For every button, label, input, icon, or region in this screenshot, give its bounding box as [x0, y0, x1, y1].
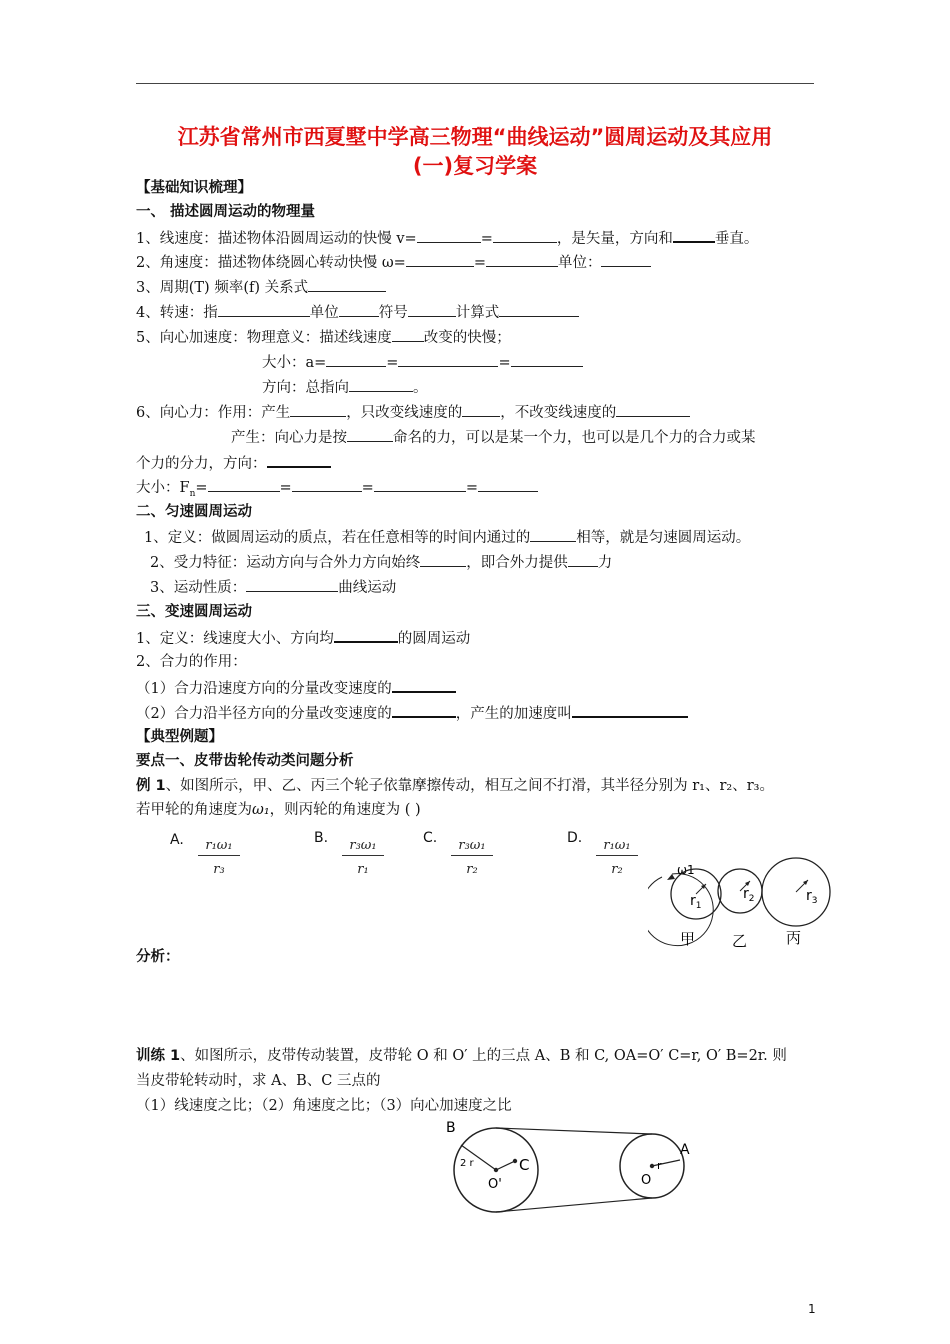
fig1-r3-label: $r_3$	[806, 888, 818, 906]
item5-text-b: 改变的快慢；	[423, 330, 511, 346]
belt-pulley-figure	[442, 1116, 698, 1214]
item3-text: 3、周期(T) 频率(f) 关系式	[136, 280, 309, 296]
label-o-prime: O'	[488, 1177, 502, 1192]
blank[interactable]	[392, 327, 424, 342]
blank[interactable]	[290, 402, 346, 417]
eq-sign: =	[361, 480, 374, 496]
blank[interactable]	[493, 228, 557, 243]
page-title: 江苏省常州市西夏墅中学高三物理“曲线运动”圆周运动及其应用	[177, 125, 773, 149]
blank[interactable]	[478, 477, 538, 492]
blank[interactable]	[486, 252, 558, 267]
item-period	[136, 277, 386, 298]
blank[interactable]	[292, 477, 362, 492]
item2-text-a: 2、角速度：描述物体绕圆心转动快慢 ω=	[136, 255, 406, 271]
blank[interactable]	[499, 302, 579, 317]
basics-heading: 【基础知识梳理】	[136, 180, 252, 196]
blank[interactable]	[572, 702, 688, 718]
example1-label: 例 1	[136, 778, 166, 794]
item-centripetal-force	[136, 402, 690, 423]
choice-d-num: r₁ω₁	[603, 838, 631, 853]
uniform-force	[150, 552, 612, 573]
blank[interactable]	[349, 377, 413, 392]
item1-text-c: ，是矢量，方向和	[556, 231, 673, 247]
eq-sign: =	[279, 480, 292, 496]
nonuniform-role2	[136, 702, 688, 724]
training1-line3: （1）线速度之比；（2）角速度之比；（3）向心加速度之比	[136, 1098, 512, 1114]
page-subtitle: (一)复习学案	[412, 154, 538, 178]
blank[interactable]	[511, 352, 583, 367]
belt-top	[496, 1128, 652, 1134]
fig1-wheel-yi-label: 乙	[732, 932, 748, 950]
header-rule	[136, 83, 814, 84]
fraction-bar	[451, 855, 493, 856]
choice-c-num: r₃ω₁	[458, 838, 486, 853]
label-b: B	[446, 1120, 456, 1136]
item6-generation	[231, 427, 756, 448]
center-o-prime	[494, 1168, 498, 1172]
item6-size-text-a: 大小：F	[136, 480, 190, 496]
blank[interactable]	[398, 352, 498, 367]
item5-size-text-b: =	[386, 355, 399, 371]
fig1-omega-label: ω1	[677, 863, 695, 877]
uniform-def-text-b: 相等，就是匀速圆周运动。	[576, 530, 751, 546]
example1-text2b: ，则丙轮的角速度为 ( )	[269, 802, 421, 818]
blank[interactable]	[267, 452, 331, 468]
arrowhead-icon	[667, 874, 675, 880]
item6-text-a: 6、向心力：作用：产生	[136, 405, 291, 421]
fraction-bar	[198, 855, 240, 856]
item6-gen-text-a: 产生：向心力是按	[231, 430, 347, 446]
item5-size-text-a: 大小：a=	[262, 355, 327, 371]
choice-b-den: r₁	[357, 862, 369, 877]
training1-line2: 当皮带轮转动时，求 A、B、C 三点的	[136, 1073, 381, 1089]
role2-text-a: （2）合力沿半径方向的分量改变速度的	[136, 706, 392, 722]
blank[interactable]	[406, 252, 474, 267]
uniform-force-text-a: 2、受力特征：运动方向与合外力方向始终	[150, 555, 421, 571]
uniform-force-text-c: 力	[597, 555, 613, 571]
choice-d-label[interactable]: D.	[567, 830, 583, 846]
choice-b-num: r₃ω₁	[349, 838, 377, 853]
training1-text: 、如图所示，皮带传动装置，皮带轮 O 和 O′ 上的三点 A、B 和 C, OA=O′ C=r, O′ B=2r. 则	[180, 1048, 787, 1064]
item5-direction	[262, 377, 428, 398]
item6-size-sub: n	[189, 488, 196, 499]
item6-gen-text-c: 个力的分力，方向：	[136, 456, 267, 472]
item5-dir-end: 。	[413, 380, 428, 396]
role1-text: （1）合力沿速度方向的分量改变速度的	[136, 681, 392, 697]
label-o: O	[641, 1173, 652, 1188]
center-o	[650, 1164, 654, 1168]
item4-text-d: 计算式	[455, 305, 500, 321]
example1-line2	[136, 800, 421, 820]
uniform-def-text-a: 1、定义：做圆周运动的质点，若在任意相等的时间内通过的	[144, 530, 531, 546]
examples-heading: 【典型例题】	[136, 729, 223, 745]
item-angular-velocity	[136, 252, 651, 273]
radius-oc	[496, 1161, 515, 1170]
blank[interactable]	[392, 677, 456, 693]
section2-heading: 二、匀速圆周运动	[136, 504, 252, 520]
uniform-force-text-b: ，即合外力提供	[466, 555, 568, 571]
blank[interactable]	[308, 277, 386, 292]
blank[interactable]	[334, 627, 398, 643]
label-r: r	[657, 1159, 662, 1172]
fraction-bar	[596, 855, 638, 856]
section3-heading: 三、变速圆周运动	[136, 604, 252, 620]
blank[interactable]	[326, 352, 386, 367]
nonuniform-def-text-a: 1、定义：线速度大小、方向均	[136, 631, 334, 647]
example1-line1	[136, 776, 774, 796]
choice-c-den: r₂	[466, 862, 478, 877]
item6-gen-text-b: 命名的力，可以是某一个力，也可以是几个力的合力或某	[393, 430, 756, 446]
item6-text-c: ，不改变线速度的	[500, 405, 617, 421]
blank[interactable]	[616, 402, 690, 417]
fig1-r2-label: $r_2$	[743, 886, 755, 904]
item5-text-a: 5、向心加速度：物理意义：描述线速度	[136, 330, 392, 346]
choice-b-fraction	[342, 838, 384, 877]
section1-heading: 一、 描述圆周运动的物理量	[136, 204, 316, 220]
choice-b-label[interactable]: B.	[314, 830, 329, 846]
label-2r: 2 r	[460, 1158, 474, 1169]
item5-size	[262, 352, 583, 373]
choice-a-label[interactable]: A.	[170, 832, 184, 848]
training1-label: 训练 1	[136, 1048, 181, 1064]
uniform-nature-prefix: 3、运动性质：	[150, 580, 247, 596]
blank[interactable]	[673, 227, 715, 243]
choice-a-fraction	[198, 838, 240, 877]
blank[interactable]	[417, 228, 481, 243]
blank[interactable]	[568, 552, 598, 567]
uniform-nature-text: 曲线运动	[338, 580, 397, 596]
item5-size-text-c: =	[498, 355, 511, 371]
item5-dir-text: 方向：总指向	[262, 380, 349, 396]
item6-size-text-b: =	[195, 480, 208, 496]
blank[interactable]	[339, 302, 379, 317]
fraction-bar	[342, 855, 384, 856]
choice-d-den: r₂	[611, 862, 623, 877]
blank[interactable]	[208, 477, 280, 492]
point1-heading: 要点一、皮带齿轮传动类问题分析	[136, 753, 354, 769]
uniform-nature	[150, 577, 396, 598]
choice-a-num: r₁ω₁	[205, 838, 233, 853]
label-a: A	[680, 1142, 690, 1158]
blank[interactable]	[347, 427, 393, 442]
item4-text-a: 4、转速：指	[136, 305, 218, 321]
example1-text: 、如图所示，甲、乙、丙三个轮子依靠摩擦传动，相互之间不打滑，其半径分别为 r₁、r₂、r₃。	[165, 778, 774, 794]
three-wheels-figure	[648, 850, 834, 954]
blank[interactable]	[374, 477, 466, 492]
nonuniform-role: 2、合力的作用：	[136, 654, 247, 670]
example1-text2a: 若甲轮的角速度为	[136, 802, 252, 818]
item4-text-b: 单位	[309, 305, 339, 321]
item1-text-d: 垂直。	[714, 231, 759, 247]
item-rotation-speed	[136, 302, 579, 323]
choice-d-fraction	[596, 838, 638, 877]
point-c	[513, 1159, 517, 1163]
blank[interactable]	[218, 302, 310, 317]
training1-line1	[136, 1046, 787, 1066]
item1-text-a: 1、线速度：描述物体沿圆周运动的快慢 v=	[136, 231, 417, 247]
blank[interactable]	[420, 552, 466, 567]
blank[interactable]	[246, 577, 338, 592]
item2-text-c: 单位：	[557, 255, 602, 271]
nonuniform-role1	[136, 677, 456, 699]
role2-text-b: ，产生的加速度叫	[455, 706, 572, 722]
fig1-wheel-bing-label: 丙	[786, 929, 802, 947]
blank[interactable]	[601, 252, 651, 267]
nonuniform-definition	[136, 627, 470, 649]
choice-c-fraction	[451, 838, 493, 877]
item6-size	[136, 477, 538, 504]
omega-symbol: ω₁	[252, 802, 270, 818]
fig1-wheel-jia-label: 甲	[680, 930, 696, 948]
item4-text-c: 符号	[378, 305, 408, 321]
label-c: C	[519, 1156, 530, 1174]
fig1-r1-label: $r_1$	[690, 893, 702, 911]
choice-c-label[interactable]: C.	[423, 830, 438, 846]
uniform-definition	[144, 527, 750, 548]
item2-text-b: =	[473, 255, 486, 271]
item1-text-b: =	[480, 231, 493, 247]
item-centripetal-accel	[136, 327, 511, 348]
blank[interactable]	[392, 702, 456, 718]
blank[interactable]	[408, 302, 456, 317]
blank[interactable]	[462, 402, 500, 417]
page-number: 1	[808, 1302, 816, 1316]
nonuniform-def-text-b: 的圆周运动	[397, 631, 471, 647]
choice-a-den: r₃	[213, 862, 225, 877]
item-linear-velocity	[136, 227, 758, 249]
eq-sign: =	[465, 480, 478, 496]
item6-direction	[136, 452, 331, 474]
blank[interactable]	[530, 527, 576, 542]
analysis-label: 分析：	[136, 949, 180, 965]
item6-text-b: ，只改变线速度的	[346, 405, 463, 421]
